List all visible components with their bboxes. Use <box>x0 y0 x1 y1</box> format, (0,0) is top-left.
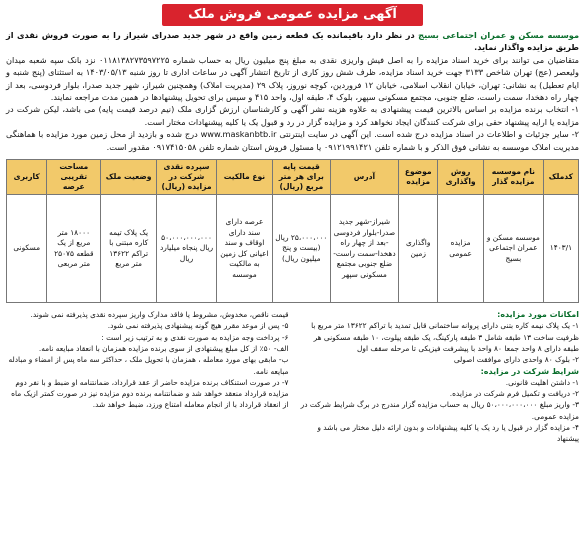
th-subject: موضوع مزایده <box>399 160 438 195</box>
term-item-6a: الف- ۵۰٪ از کل مبلغ پیشنهادی از سوی برنده مزایده همزمان با انعقاد مبایعه نامه. <box>38 343 289 353</box>
property-table <box>6 159 579 303</box>
cell-status: یک پلاک تیمه کاره مبتنی با تراکم ۱۳۶۲۲ متر مربع <box>101 195 157 303</box>
th-base-price: قیمت پایه برای هر متر مربع (ریال) <box>272 160 330 195</box>
cell-base-price: ۲۵،۰۰۰،۰۰۰ ریال (بیست و پنج میلیون ریال) <box>272 195 330 303</box>
table-row <box>7 195 579 303</box>
term-item-3: ۳- واریز مبلغ ۵۰،۰۰۰،۰۰۰،۰۰۰ ریال به حساب مزایده گزار مندرج در برگ شرایط شرکت در مزایده عمومی. <box>300 400 579 421</box>
th-area: مساحت تقریبی عرصه <box>47 160 101 195</box>
th-address: آدرس <box>330 160 398 195</box>
cell-method: مزایده عمومی <box>438 195 484 303</box>
term-item-2: ۲- دریافت و تکمیل فرم شرکت در مزایده. <box>449 389 579 399</box>
organization-name: موسسه مسکن و عمران اجتماعی بسیج <box>418 30 580 40</box>
conditions-left <box>6 309 289 445</box>
term-item-4: ۴- مزایده گزار در قبول یا رد یک یا کلیه پیشنهادات و بدون ارائه دلیل مختار می باشد و پیشنهاد <box>317 423 579 444</box>
cell-subject: واگذاری زمین <box>399 195 438 303</box>
cell-organizer: موسسه مسکن و عمران اجتماعی بسیج <box>483 195 543 303</box>
conditions-columns <box>6 309 579 445</box>
cell-address: شیراز-شهر جدید صدرا-بلوار فردوسی -بعد از چهار راه دهخدا-سمت راست-ضلع جنوبی مجتمع مسکونی سپهر <box>330 195 398 303</box>
facility-item-1: ۱- یک پلاک نیمه کاره بتنی دارای پروانه ساختمانی قابل تمدید با تراکم ۱۳۶۲۲ متر مربع با ظرفیت ساخت ۱۳ طبقه شامل ۳ طبقه پارکینگ، یک طبقه پیلوت، ۱۰ طبقه مسکونی هر طبقه دارای ۸ واحد جمعا ۸۰ واحد با پیشرفت فیزیکی تا مرحله سقف اول <box>311 321 579 353</box>
intro-paragraph-3: ۲- سایر جزئیات و اطلاعات در اسناد مزایده درج شده است. این آگهی در سایت اینترنتی www.maskanbtb.ir درج شده و بازدید از محل زمین مورد مزایده با هماهنگی مدیریت املاک موسسه به نشانی فوق الذکر و با شماره تلفن ۰۹۱۲۱۹۹۱۴۲۱ یا مسئول فروش استان شماره تلفن ۰۹۱۷۴۱۵۰۵۸ مقدور است. <box>6 129 579 152</box>
cell-ownership: عرصه دارای سند دارای اوقاف و سند اعیانی کل زمین به مالکیت موسسه <box>217 195 273 303</box>
term-item-7: ۷- در صورت استنکاف برنده مزایده حاضر از عقد قرارداد، ضمانتنامه او ضبط و با نفر دوم مزایده قرارداد منعقد خواهد شد و ضمانتنامه برنده دوم مزایده نیز در صورت کمتر ازیک ماه از انعقاد قرارداد با از انجام معامله امتناع ورزد، ضبط خواهد شد. <box>11 377 289 410</box>
cell-area: ۱۸۰۰۰ متر مربع از یک قطعه ۲۵۰۷۵ متر مربعی <box>47 195 101 303</box>
th-ownership: نوع مالکیت <box>217 160 273 195</box>
th-property-code: کدملک <box>543 160 578 195</box>
facility-item-2: ۲- بلوک ۸۰ واحدی دارای موافقت اصولی <box>453 355 579 365</box>
intro-block <box>6 29 579 153</box>
term-item-1: ۱- داشتن اهلیت قانونی. <box>505 377 579 387</box>
terms-title: شرایط شرکت در مزایده: <box>480 366 579 376</box>
th-organizer: نام موسسه مزایده گذار <box>483 160 543 195</box>
facilities-title: امکانات مورد مزایده: <box>497 310 579 320</box>
th-method: روش واگذاری <box>438 160 484 195</box>
cell-deposit: ۵۰،۰۰۰،۰۰۰،۰۰۰ ریال پنجاه میلیارد ریال <box>157 195 217 303</box>
term-item-6b: ب- مابقی بهای مورد معامله ، همزمان با تحویل ملک ، حداکثر سه ماه پس از امضاء و مبادله مبایعه نامه. <box>8 355 289 376</box>
cell-property-code: ۱۴۰۳/۱ <box>543 195 578 303</box>
intro-paragraph-1: متقاضیان می توانند برای خرید اسناد مزایده را به اصل فیش واریزی نقدی به مبلغ پنج میلیون ریال به حساب شماره ۰۱۱۸۱۳۸۲۷۳۵۹۷۲۲۵ نزد بانک سپه شعبه میدان ولیعصر (عج) تهران شاخص ۳۱۳۳ جهت خرید اسناد مزایده، ظرف شش روز کاری از تاریخ انتشار آگهی در ساعات اداری تا روز شنبه ۱۴۰۳/۰۵/۱۳ به استثنای (پنج شنبه و ایام تعطیل) به نشانی: تهران، خیابان انقلاب اسلامی، خیابان ۱۲ فروردین، کوچه نوروز، پلاک ۲۹ (مدیریت املاک) وهمچنین شیراز، شهر جدید صدرا، بلوار فردوسی، بعد از چهار راه دهخدا، سمت راست، ضلع جنوبی، مجتمع مسکونی سپهر، بلوک ۴، طبقه اول، واحد ۴۱۵ و سپس برای تحویل پیشنهادها در همین مدت مراجعه نمایند. <box>6 54 580 103</box>
title-wrap <box>6 4 579 26</box>
conditions-right <box>297 309 580 445</box>
notice-title: آگهی مزایده عمومی فروش ملک <box>162 4 423 26</box>
intro-lead-text: در نظر دارد باقیمانده یک قطعه زمین واقع در شهر جدید صدرای شیراز را به صورت فروش نقدی از طریق مزایده واگذار نماید. <box>6 30 579 53</box>
th-deposit: سپرده نقدی شرکت در مزایده (ریال) <box>157 160 217 195</box>
intro-paragraph-2: ۱- انتخاب برنده مزایده بر اساس بالاترین قیمت پیشنهادی به علاوه هزینه نشر آگهی و کارشناسان ارزش گزاری ملک (نیم درصد قیمت پایه) می باشد، لیکن شرکت در مزایده یا ارایه پیشنهاد حقی برای شرکت کنندگان ایجاد نخواهد کرد و مزایده گزار در رد و قبول یک یا کلیه پیشنهادات مختار است. <box>6 104 579 127</box>
intro-lead <box>6 29 579 54</box>
table-header-row <box>7 160 579 195</box>
term-cont-1: قیمت ناقص، مخدوش، مشروط یا فاقد مدارک واریز سپرده نقدی پذیرفته نمی شوند. <box>30 310 289 320</box>
th-status: وضعیت ملک <box>101 160 157 195</box>
term-item-6: ۶- پرداخت وجه مزایده به صورت نقدی و به ترتیب زیر است : <box>101 332 289 342</box>
cell-usage: مسکونی <box>7 195 47 303</box>
th-usage: کاربری <box>7 160 47 195</box>
term-item-5: ۵- پس از موعد مقرر هیچ گونه پیشنهادی پذیرفته نمی شود. <box>107 321 289 331</box>
